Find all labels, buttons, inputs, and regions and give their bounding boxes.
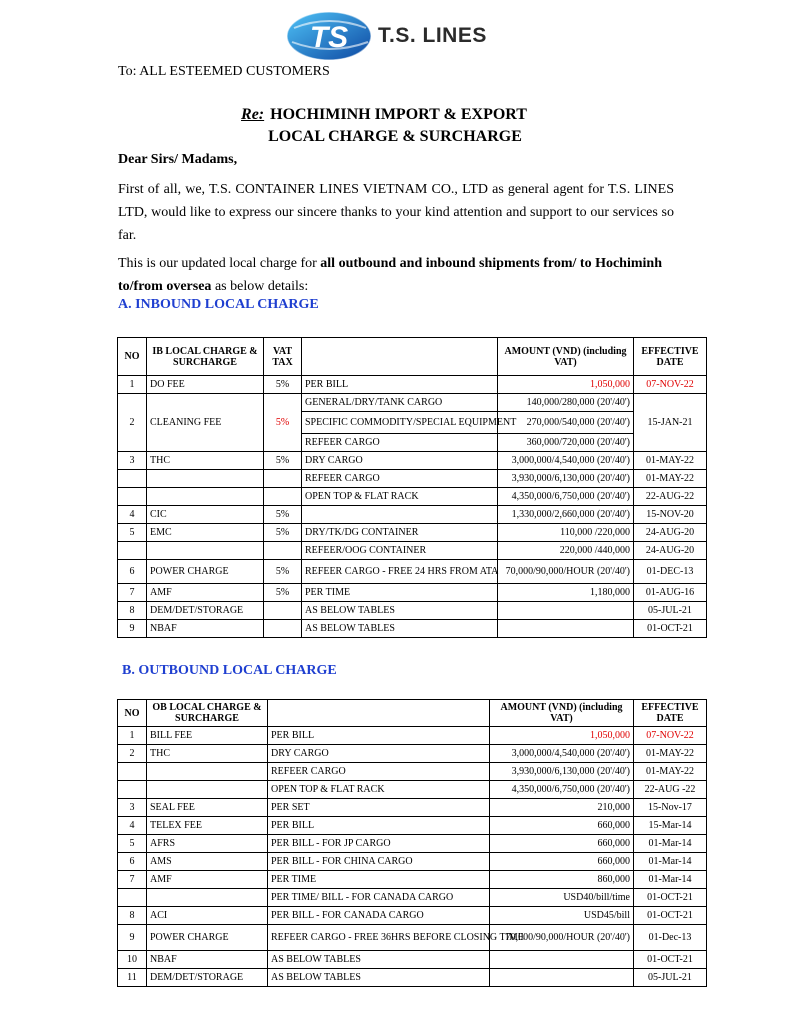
cell-amount: 1,330,000/2,660,000 (20'/40'): [498, 506, 634, 524]
cell-amount: 3,930,000/6,130,000 (20'/40'): [490, 763, 634, 781]
details-text-pre: This is our updated local charge for: [118, 256, 321, 271]
table-header-row: [118, 700, 707, 727]
cell-no: [118, 781, 147, 799]
table-row: [118, 763, 707, 781]
table-row: [118, 925, 707, 951]
cell-charge: DEM/DET/STORAGE: [147, 602, 264, 620]
cell-no: 8: [118, 907, 147, 925]
cell-date: 15-Nov-17: [634, 799, 707, 817]
cell-date: 15-JAN-21: [634, 394, 707, 452]
cell-desc: AS BELOW TABLES: [302, 620, 498, 638]
cell-date: 15-NOV-20: [634, 506, 707, 524]
cell-vat: 5%: [264, 584, 302, 602]
cell-charge: THC: [147, 745, 268, 763]
col-header-desc: [268, 700, 490, 727]
cell-desc: OPEN TOP & FLAT RACK: [268, 781, 490, 799]
cell-desc: REFEER CARGO: [302, 470, 498, 488]
cell-no: [118, 488, 147, 506]
subject-title-2: LOCAL CHARGE & SURCHARGE: [268, 128, 522, 145]
cell-vat: [264, 542, 302, 560]
table-row: [118, 602, 707, 620]
table-row: [118, 969, 707, 987]
cell-date: 01-OCT-21: [634, 951, 707, 969]
cell-amount: [490, 969, 634, 987]
cell-no: 2: [118, 394, 147, 452]
cell-charge: AFRS: [147, 835, 268, 853]
col-header-date: EFFECTIVE DATE: [634, 338, 707, 376]
table-row: [118, 470, 707, 488]
cell-charge: DEM/DET/STORAGE: [147, 969, 268, 987]
cell-date: 24-AUG-20: [634, 524, 707, 542]
cell-amount: [490, 951, 634, 969]
cell-amount: 70,000/90,000/HOUR (20'/40'): [490, 925, 634, 951]
cell-vat: 5%: [264, 376, 302, 394]
cell-no: 3: [118, 799, 147, 817]
table-row: [118, 889, 707, 907]
cell-charge: AMS: [147, 853, 268, 871]
cell-no: 3: [118, 452, 147, 470]
cell-amount: [498, 620, 634, 638]
cell-charge: NBAF: [147, 620, 264, 638]
table-row: [118, 506, 707, 524]
cell-charge: [147, 470, 264, 488]
col-header-date: EFFECTIVE DATE: [634, 700, 707, 727]
table-row: [118, 620, 707, 638]
cell-desc: DRY CARGO: [268, 745, 490, 763]
cell-amount: USD40/bill/time: [490, 889, 634, 907]
table-header-row: [118, 338, 707, 376]
cell-desc: AS BELOW TABLES: [268, 951, 490, 969]
cell-no: 10: [118, 951, 147, 969]
details-paragraph: [118, 252, 678, 298]
cell-charge: [147, 542, 264, 560]
cell-date: 01-MAY-22: [634, 763, 707, 781]
cell-desc: SPECIFIC COMMODITY/SPECIAL EQUIPMENT: [302, 412, 498, 434]
cell-desc: PER TIME: [268, 871, 490, 889]
cell-desc: [302, 506, 498, 524]
cell-date: 05-JUL-21: [634, 602, 707, 620]
cell-desc: DRY CARGO: [302, 452, 498, 470]
cell-amount: 3,000,000/4,540,000 (20'/40'): [490, 745, 634, 763]
cell-vat: 5%: [264, 524, 302, 542]
cell-amount: [498, 602, 634, 620]
cell-charge: ACI: [147, 907, 268, 925]
cell-no: 5: [118, 524, 147, 542]
cell-amount: 70,000/90,000/HOUR (20'/40'): [498, 560, 634, 584]
table-row: [118, 745, 707, 763]
cell-date: 22-AUG -22: [634, 781, 707, 799]
cell-date: 01-OCT-21: [634, 907, 707, 925]
cell-amount: 860,000: [490, 871, 634, 889]
table-row: [118, 799, 707, 817]
cell-desc: PER BILL - FOR CANADA CARGO: [268, 907, 490, 925]
cell-charge: CIC: [147, 506, 264, 524]
cell-no: 1: [118, 727, 147, 745]
cell-no: 11: [118, 969, 147, 987]
cell-no: 7: [118, 584, 147, 602]
cell-amount: 220,000 /440,000: [498, 542, 634, 560]
cell-amount: 4,350,000/6,750,000 (20'/40'): [490, 781, 634, 799]
cell-date: 01-MAY-22: [634, 470, 707, 488]
cell-charge: POWER CHARGE: [147, 560, 264, 584]
subject-title-1: HOCHIMINH IMPORT & EXPORT: [270, 106, 527, 123]
col-header-no: NO: [118, 700, 147, 727]
cell-charge: NBAF: [147, 951, 268, 969]
outbound-charge-table: [117, 699, 707, 987]
cell-desc: REFEER CARGO - FREE 24 HRS FROM ATA: [302, 560, 498, 584]
table-row: [118, 951, 707, 969]
table-row: [118, 584, 707, 602]
cell-charge: [147, 488, 264, 506]
cell-no: 4: [118, 817, 147, 835]
cell-no: 6: [118, 853, 147, 871]
company-logo: [282, 10, 532, 62]
cell-no: 7: [118, 871, 147, 889]
cell-no: 5: [118, 835, 147, 853]
cell-date: 24-AUG-20: [634, 542, 707, 560]
cell-vat: 5%: [264, 452, 302, 470]
inbound-charge-table: [117, 337, 707, 638]
table-row: [118, 394, 707, 412]
recipient-line: To: ALL ESTEEMED CUSTOMERS: [118, 64, 330, 79]
table-row: [118, 781, 707, 799]
cell-amount: 270,000/540,000 (20'/40'): [498, 412, 634, 434]
outbound-section-title: B. OUTBOUND LOCAL CHARGE: [122, 663, 337, 678]
table-row: [118, 727, 707, 745]
cell-no: [118, 889, 147, 907]
col-header-charge: OB LOCAL CHARGE & SURCHARGE: [147, 700, 268, 727]
inbound-section-title: A. INBOUND LOCAL CHARGE: [118, 297, 319, 312]
table-row: [118, 488, 707, 506]
table-row: [118, 542, 707, 560]
col-header-desc: [302, 338, 498, 376]
cell-no: 4: [118, 506, 147, 524]
table-row: [118, 817, 707, 835]
cell-amount: 210,000: [490, 799, 634, 817]
subject-line: [0, 106, 768, 124]
cell-desc: PER BILL - FOR JP CARGO: [268, 835, 490, 853]
table-row: [118, 907, 707, 925]
cell-no: [118, 542, 147, 560]
cell-date: 01-Dec-13: [634, 925, 707, 951]
cell-charge: AMF: [147, 584, 264, 602]
cell-desc: PER TIME/ BILL - FOR CANADA CARGO: [268, 889, 490, 907]
cell-vat: 5%: [264, 560, 302, 584]
cell-desc: PER BILL - FOR CHINA CARGO: [268, 853, 490, 871]
cell-no: 9: [118, 925, 147, 951]
table-row: [118, 452, 707, 470]
col-header-vat: VAT TAX: [264, 338, 302, 376]
cell-date: 05-JUL-21: [634, 969, 707, 987]
cell-amount: 660,000: [490, 835, 634, 853]
cell-charge: [147, 889, 268, 907]
cell-charge: AMF: [147, 871, 268, 889]
cell-date: 07-NOV-22: [634, 727, 707, 745]
cell-charge: SEAL FEE: [147, 799, 268, 817]
cell-amount: 110,000 /220,000: [498, 524, 634, 542]
cell-desc: REFEER/OOG CONTAINER: [302, 542, 498, 560]
cell-charge: THC: [147, 452, 264, 470]
cell-amount: 360,000/720,000 (20'/40'): [498, 434, 634, 452]
cell-amount: 1,050,000: [490, 727, 634, 745]
col-header-amount: AMOUNT (VND) (including VAT): [490, 700, 634, 727]
cell-amount: 3,000,000/4,540,000 (20'/40'): [498, 452, 634, 470]
cell-no: 9: [118, 620, 147, 638]
cell-charge: [147, 781, 268, 799]
cell-desc: PER BILL: [268, 817, 490, 835]
cell-no: 6: [118, 560, 147, 584]
cell-no: 1: [118, 376, 147, 394]
greeting: Dear Sirs/ Madams,: [118, 152, 238, 167]
cell-no: [118, 470, 147, 488]
cell-date: 15-Mar-14: [634, 817, 707, 835]
cell-charge: TELEX FEE: [147, 817, 268, 835]
table-row: [118, 871, 707, 889]
cell-amount: 660,000: [490, 853, 634, 871]
cell-vat: 5%: [264, 506, 302, 524]
cell-no: 2: [118, 745, 147, 763]
logo-letters: TS: [309, 21, 349, 54]
details-text-bold: all outbound and inbound shipments from/ to Hochiminh to/from oversea: [118, 256, 662, 294]
details-text-post: as below details:: [211, 279, 309, 294]
cell-date: 01-Mar-14: [634, 835, 707, 853]
cell-date: 01-AUG-16: [634, 584, 707, 602]
cell-desc: PER BILL: [302, 376, 498, 394]
cell-charge: BILL FEE: [147, 727, 268, 745]
table-row: [118, 560, 707, 584]
table-row: [118, 835, 707, 853]
cell-vat: [264, 488, 302, 506]
cell-date: 07-NOV-22: [634, 376, 707, 394]
cell-amount: 4,350,000/6,750,000 (20'/40'): [498, 488, 634, 506]
cell-amount: 140,000/280,000 (20'/40'): [498, 394, 634, 412]
cell-desc: PER TIME: [302, 584, 498, 602]
cell-date: 01-Mar-14: [634, 871, 707, 889]
cell-vat: [264, 470, 302, 488]
cell-vat: [264, 602, 302, 620]
cell-date: 01-MAY-22: [634, 452, 707, 470]
cell-desc: DRY/TK/DG CONTAINER: [302, 524, 498, 542]
cell-charge: CLEANING FEE: [147, 394, 264, 452]
cell-desc: AS BELOW TABLES: [268, 969, 490, 987]
cell-no: [118, 763, 147, 781]
cell-desc: GENERAL/DRY/TANK CARGO: [302, 394, 498, 412]
cell-amount: 660,000: [490, 817, 634, 835]
col-header-charge: IB LOCAL CHARGE & SURCHARGE: [147, 338, 264, 376]
cell-desc: REFEER CARGO - FREE 36HRS BEFORE CLOSING TIME: [268, 925, 490, 951]
cell-desc: PER SET: [268, 799, 490, 817]
intro-paragraph: First of all, we, T.S. CONTAINER LINES VIETNAM CO., LTD as general agent for T.S. LINES LTD, would like to express our sincere thanks to your kind attention and support to our services so far.: [118, 182, 674, 243]
cell-charge: EMC: [147, 524, 264, 542]
cell-date: 01-MAY-22: [634, 745, 707, 763]
table-row: [118, 524, 707, 542]
table-row: [118, 376, 707, 394]
logo-text: T.S. LINES: [378, 24, 487, 47]
cell-date: 22-AUG-22: [634, 488, 707, 506]
cell-date: 01-DEC-13: [634, 560, 707, 584]
cell-desc: REFEER CARGO: [302, 434, 498, 452]
cell-charge: DO FEE: [147, 376, 264, 394]
cell-desc: OPEN TOP & FLAT RACK: [302, 488, 498, 506]
cell-date: 01-OCT-21: [634, 620, 707, 638]
cell-charge: POWER CHARGE: [147, 925, 268, 951]
cell-charge: [147, 763, 268, 781]
cell-vat: [264, 620, 302, 638]
cell-desc: PER BILL: [268, 727, 490, 745]
cell-desc: AS BELOW TABLES: [302, 602, 498, 620]
cell-amount: 1,050,000: [498, 376, 634, 394]
cell-no: 8: [118, 602, 147, 620]
cell-desc: REFEER CARGO: [268, 763, 490, 781]
col-header-amount: AMOUNT (VND) (including VAT): [498, 338, 634, 376]
cell-date: 01-OCT-21: [634, 889, 707, 907]
table-row: [118, 853, 707, 871]
cell-vat: 5%: [264, 394, 302, 452]
cell-amount: 3,930,000/6,130,000 (20'/40'): [498, 470, 634, 488]
cell-date: 01-Mar-14: [634, 853, 707, 871]
cell-amount: USD45/bill: [490, 907, 634, 925]
cell-amount: 1,180,000: [498, 584, 634, 602]
globe-logo-icon: [282, 10, 378, 62]
re-label: Re:: [241, 106, 265, 123]
col-header-no: NO: [118, 338, 147, 376]
